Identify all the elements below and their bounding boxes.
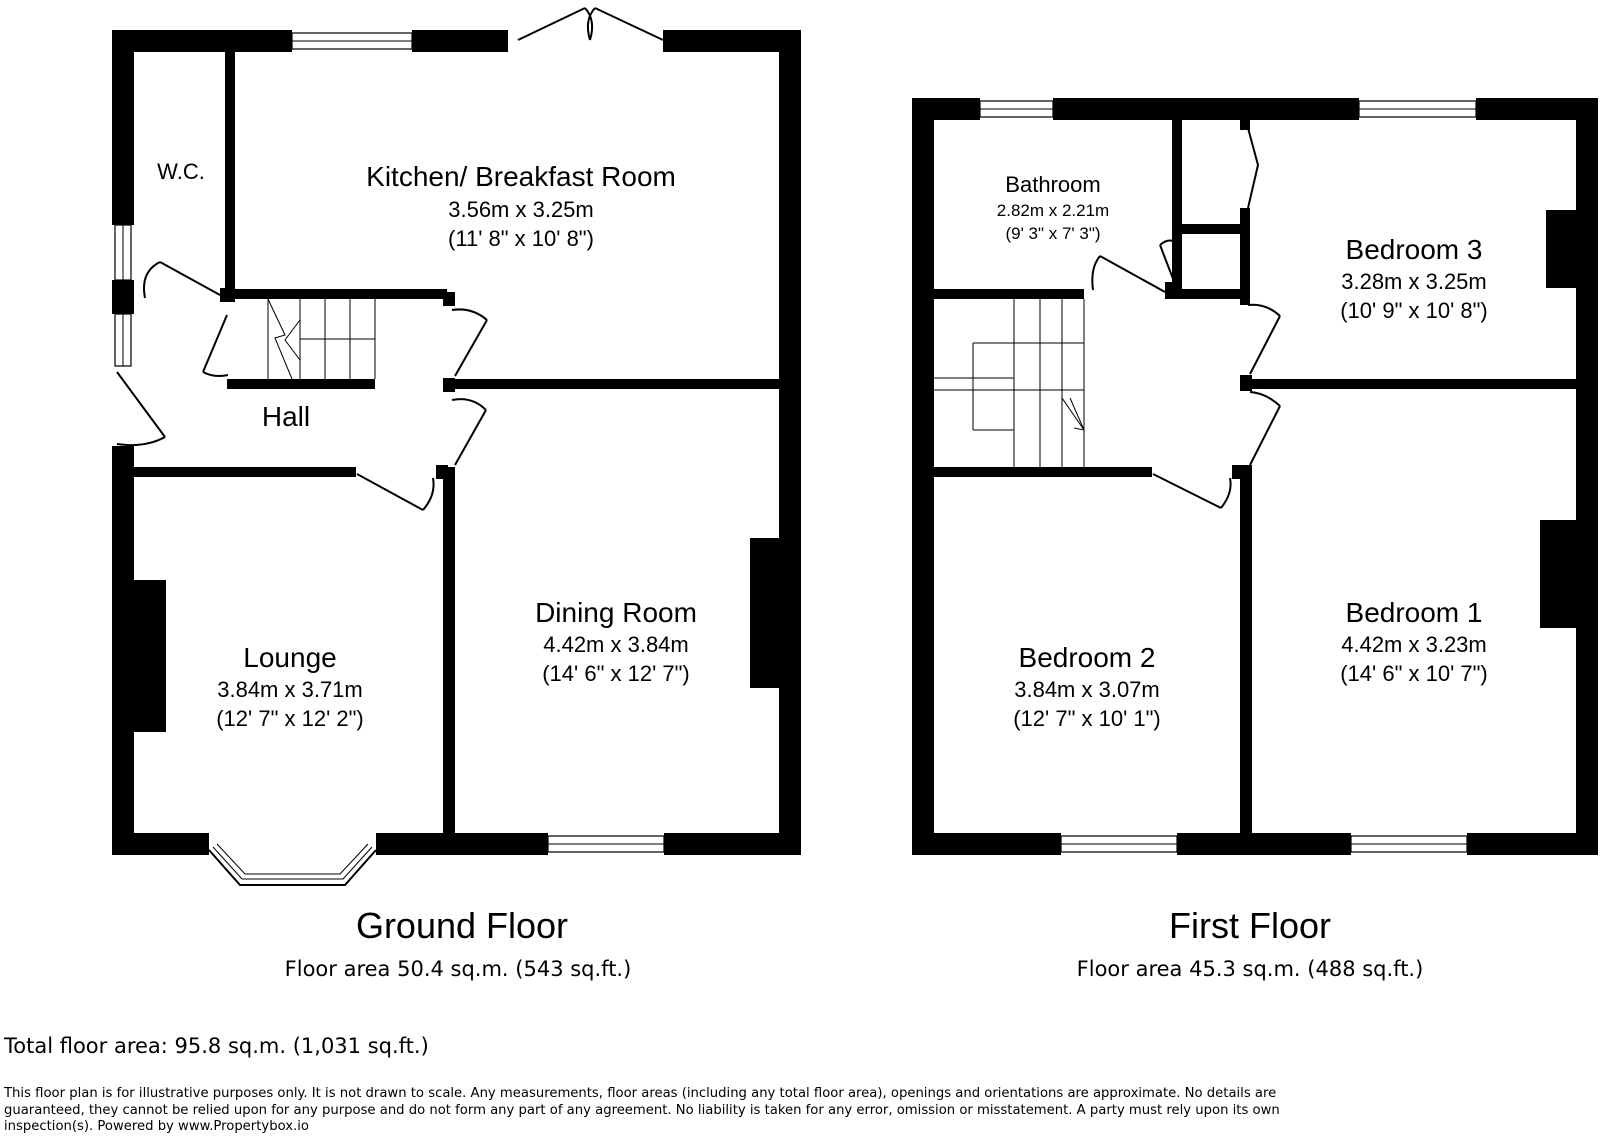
ground-floor-stairs [268,299,375,379]
room-dims-imperial-kitchen: (11' 8" x 10' 8") [448,226,594,251]
room-name-bedroom1: Bedroom 1 [1345,597,1483,628]
room-dims-imperial-dining: (14' 6" x 12' 7") [542,661,690,686]
room-dims-metric-lounge: 3.84m x 3.71m [217,677,363,702]
room-name-bedroom2: Bedroom 2 [1018,642,1156,673]
room-dims-metric-bedroom2: 3.84m x 3.07m [1014,677,1160,702]
bay-window [209,850,376,885]
room-name-dining: Dining Room [535,597,697,628]
room-dims-imperial-bedroom2: (12' 7" x 10' 1") [1013,706,1161,731]
room-dims-metric-bedroom1: 4.42m x 3.23m [1341,632,1487,657]
ground-floor-walls [112,30,801,855]
room-dims-metric-dining: 4.42m x 3.84m [543,632,689,657]
total-floor-area: Total floor area: 95.8 sq.m. (1,031 sq.ft.) [4,1034,429,1058]
room-name-bathroom: Bathroom [1005,172,1101,197]
room-dims-imperial-lounge: (12' 7" x 12' 2") [216,706,364,731]
room-name-wc: W.C. [157,159,205,184]
floor-title-ground: Ground Floor [355,905,569,946]
floor-area-first: Floor area 45.3 sq.m. (488 sq.ft.) [1076,957,1424,981]
room-dims-metric-bathroom: 2.82m x 2.21m [996,201,1110,220]
room-dims-metric-bedroom3: 3.28m x 3.25m [1341,269,1487,294]
first-floor-plan [912,98,1598,981]
floor-title-first: First Floor [1169,905,1331,946]
room-name-bedroom3: Bedroom 3 [1345,234,1483,265]
disclaimer-text: This floor plan is for illustrative purposes only. It is not drawn to scale. Any measurements, floor areas (including any total floor area), openings and orientations are approximate. No details are guaranteed, they cannot be relied upon for any purpose and do not form any part of any agreement. No liability is taken for any error, omission or misstatement. A party must rely upon its own inspection(s). Powered by www.Propertybox.io [4,1086,1280,1134]
first-floor-stairs [934,299,1084,467]
ground-floor-plan [112,8,801,981]
room-dims-imperial-bedroom3: (10' 9" x 10' 8") [1340,298,1488,323]
room-name-kitchen: Kitchen/ Breakfast Room [366,161,676,192]
room-name-lounge: Lounge [243,642,337,673]
floor-area-ground: Floor area 50.4 sq.m. (543 sq.ft.) [284,957,632,981]
first-floor-doors [1092,128,1280,508]
room-dims-metric-kitchen: 3.56m x 3.25m [448,197,594,222]
room-dims-imperial-bedroom1: (14' 6" x 10' 7") [1340,661,1488,686]
room-name-hall: Hall [261,401,311,432]
room-dims-imperial-bathroom: (9' 3" x 7' 3") [1005,224,1101,243]
ground-floor-doors [117,8,663,510]
